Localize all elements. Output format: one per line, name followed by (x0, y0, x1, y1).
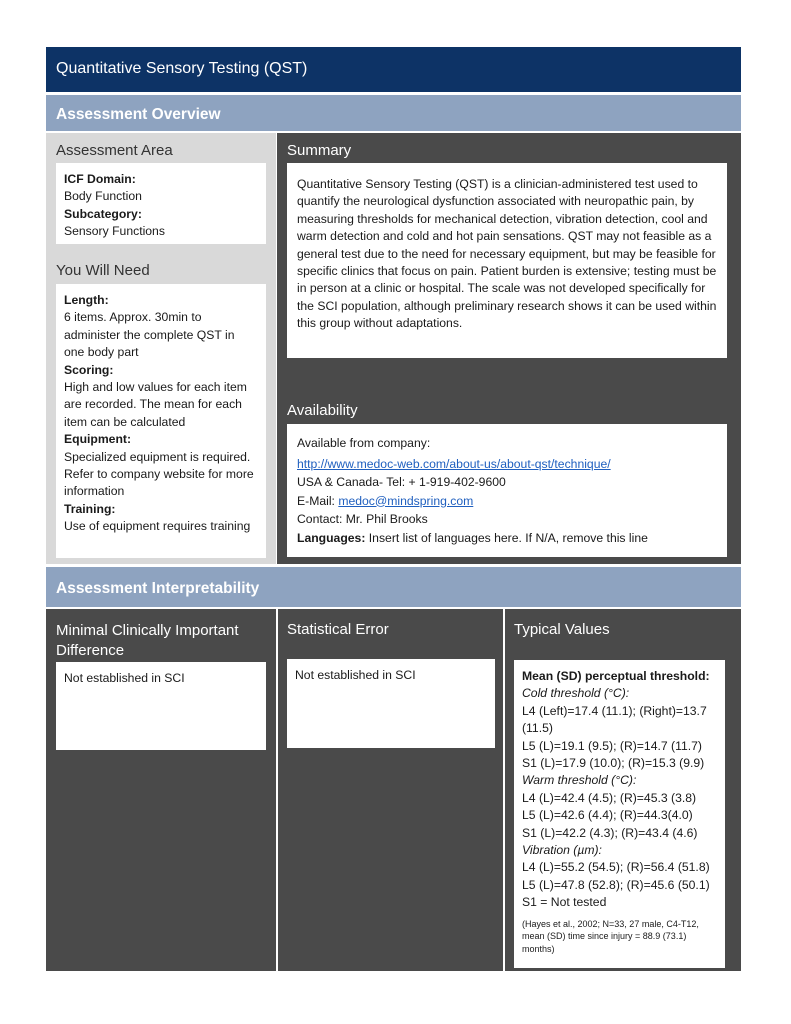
languages-line (297, 529, 717, 548)
scoring-value: High and low values for each item are recorded. The mean for each item can be calculated (64, 380, 247, 429)
cold-s1: S1 (L)=17.9 (10.0); (R)=15.3 (9.9) (522, 756, 705, 771)
length-label: Length: (64, 293, 109, 307)
typical-values-title: Mean (SD) perceptual threshold: (522, 669, 710, 683)
warm-l4: L4 (L)=42.4 (4.5); (R)=45.3 (3.8) (522, 790, 697, 805)
assessment-area-box (56, 163, 266, 244)
cold-threshold-label: Cold threshold (°C): (522, 686, 630, 701)
vibration-l5: L5 (L)=47.8 (52.8); (R)=45.6 (50.1) (522, 877, 710, 892)
warm-l5: L5 (L)=42.6 (4.4); (R)=44.3(4.0) (522, 808, 693, 823)
warm-s1: S1 (L)=42.2 (4.3); (R)=43.4 (4.6) (522, 825, 698, 840)
typical-values-heading: Typical Values (514, 621, 610, 638)
cold-l5: L5 (L)=19.1 (9.5); (R)=14.7 (11.7) (522, 738, 702, 753)
page-title: Quantitative Sensory Testing (QST) (46, 47, 741, 92)
length-value: 6 items. Approx. 30min to administer the complete QST in one body part (64, 310, 235, 360)
statistical-error-box (287, 659, 495, 748)
subcategory-label: Subcategory: (64, 206, 142, 221)
statistical-error-text: Not established in SCI (295, 668, 416, 682)
contact-text: Contact: Mr. Phil Brooks (297, 512, 428, 526)
company-url-link[interactable]: http://www.medoc-web.com/about-us/about-qst/technique/ (297, 456, 611, 471)
availability-intro: Available from company: (297, 436, 431, 450)
email-line (297, 492, 717, 511)
typical-values-box (514, 660, 725, 968)
mcid-box (56, 662, 266, 750)
equipment-value: Specialized equipment is required. Refer to company website for more information (64, 449, 254, 499)
equipment-label: Equipment: (64, 432, 132, 447)
warm-threshold-label: Warm threshold (°C): (522, 773, 637, 788)
training-value: Use of equipment requires training (64, 519, 251, 534)
availability-heading: Availability (287, 402, 358, 419)
email-link[interactable]: medoc@mindspring.com (338, 493, 474, 508)
icf-domain-label: ICF Domain: (64, 172, 136, 186)
cold-l4: L4 (Left)=17.4 (11.1); (Right)=13.7 (11.5) (522, 703, 707, 736)
summary-text: Quantitative Sensory Testing (QST) is a clinician-administered test used to quantify the neurological dysfunction associated with neuropathic pain, by measuring thresholds for mechanical detection, vibration detection, cool and warm detection and cold and hot pain sensations. QST may not feasible as a general test due to the need for necessary equipment, but may be feasible for specific clinics that focus on pain. Patient burden is extensive; testing must be in person at a clinic or hospital. The scale was not developed specifically for the SCI population, although preliminary research shows it can be used within this group without adaptations. (297, 177, 717, 331)
email-label: E-Mail: (297, 493, 339, 508)
scoring-label: Scoring: (64, 362, 114, 377)
mcid-heading: Minimal Clinically Important Difference (56, 622, 239, 659)
you-will-need-box (56, 284, 266, 558)
vibration-label: Vibration (µm): (522, 843, 602, 858)
training-label: Training: (64, 501, 116, 516)
icf-domain-value: Body Function (64, 189, 142, 204)
phone-text: USA & Canada- Tel: + 1-919-402-9600 (297, 475, 506, 489)
languages-label: Languages: (297, 530, 366, 545)
you-will-need-heading: You Will Need (56, 262, 150, 279)
citation-text: (Hayes et al., 2002; N=33, 27 male, C4-T12, mean (SD) time since injury = 88.9 (73.1) months) (522, 918, 699, 954)
summary-box (287, 163, 727, 358)
summary-heading: Summary (287, 142, 352, 159)
assessment-interpretability-heading: Assessment Interpretability (46, 567, 741, 607)
mcid-text: Not established in SCI (64, 671, 185, 685)
statistical-error-heading: Statistical Error (287, 621, 389, 638)
languages-value: Insert list of languages here. If N/A, remove this line (365, 530, 648, 545)
subcategory-value: Sensory Functions (64, 224, 165, 239)
assessment-overview-heading: Assessment Overview (46, 95, 741, 131)
vibration-l4: L4 (L)=55.2 (54.5); (R)=56.4 (51.8) (522, 860, 710, 875)
availability-box (287, 424, 727, 557)
vibration-s1: S1 = Not tested (522, 895, 607, 910)
assessment-area-heading: Assessment Area (56, 142, 173, 159)
